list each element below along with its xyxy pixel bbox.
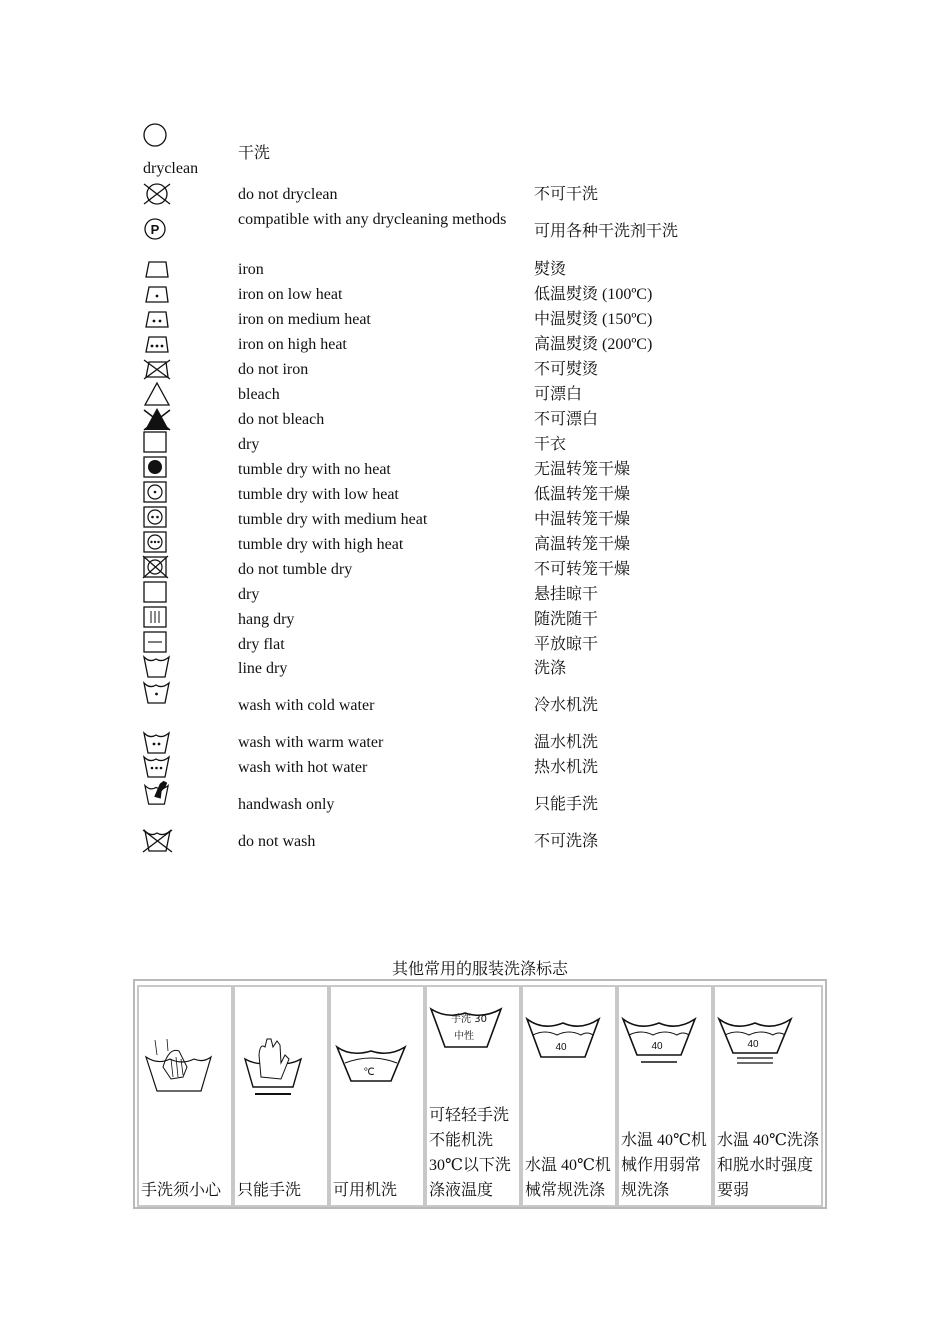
symbol-zh-label: 不可熨烫 xyxy=(534,361,599,378)
symbol-zh-label: 不可洗涤 xyxy=(534,833,599,850)
svg-text:40: 40 xyxy=(651,1041,663,1052)
iron-three-dots-icon xyxy=(142,331,172,357)
symbol-en-label: handwash only xyxy=(238,796,335,813)
table-caption: 只能手洗 xyxy=(237,1182,302,1199)
svg-text:℃: ℃ xyxy=(363,1067,375,1078)
table-cell xyxy=(713,985,823,1207)
symbol-zh-label: 洗涤 xyxy=(534,660,567,677)
symbol-zh-label: 只能手洗 xyxy=(534,796,599,813)
table-caption: 水温 40℃机械作用弱常规洗涤 xyxy=(621,1132,707,1199)
symbol-en-label: do not dryclean xyxy=(238,186,338,203)
symbol-en-label: do not bleach xyxy=(238,411,325,428)
iron-icon xyxy=(142,256,172,282)
symbol-en-label: dry flat xyxy=(238,636,285,653)
symbol-zh-label: 不可漂白 xyxy=(534,411,599,428)
symbol-en-label: iron xyxy=(238,261,264,278)
symbol-zh-label: 热水机洗 xyxy=(534,759,599,776)
svg-text:40: 40 xyxy=(555,1042,567,1053)
symbol-zh-label: 可用各种干洗剂干洗 xyxy=(534,223,679,240)
symbol-zh-label: 随洗随干 xyxy=(534,611,599,628)
table-cell xyxy=(617,985,713,1207)
symbol-zh-label: 低温熨烫 (100ºC) xyxy=(534,286,653,303)
symbol-zh-label: 平放晾干 xyxy=(534,636,599,653)
symbol-en-label: dryclean xyxy=(143,160,199,177)
bleach-triangle-icon xyxy=(142,381,172,407)
symbol-en-label: dry xyxy=(238,436,260,453)
symbol-zh-label: 低温转笼干燥 xyxy=(534,486,631,503)
wash-tub-icon xyxy=(142,654,172,680)
symbol-en-label: dry xyxy=(238,586,260,603)
hang-dry-icon xyxy=(142,605,172,631)
tumble-medium-heat-icon xyxy=(142,505,172,531)
symbol-en-label: compatible with any drycleaning methods xyxy=(238,211,507,228)
symbol-zh-label: 高温转笼干燥 xyxy=(534,536,631,553)
no-bleach-icon xyxy=(142,406,172,432)
careful-handwash-icon xyxy=(143,1037,215,1095)
table-caption: 手洗须小心 xyxy=(141,1182,222,1199)
tumble-low-heat-icon xyxy=(142,480,172,506)
symbol-en-label: tumble dry with medium heat xyxy=(238,511,428,528)
section-title: 其他常用的服装洗涤标志 xyxy=(391,961,568,978)
symbol-zh-label: 中温熨烫 (150ºC) xyxy=(534,311,653,328)
wash-40-gentle-icon xyxy=(621,1017,697,1067)
symbol-zh-label: 中温转笼干燥 xyxy=(534,511,631,528)
wash-40-icon xyxy=(525,1017,601,1061)
symbol-zh-label: 悬挂晾干 xyxy=(534,586,599,603)
dry-square-icon xyxy=(142,430,172,456)
symbol-zh-label: 温水机洗 xyxy=(534,734,599,751)
symbol-en-label: line dry xyxy=(238,660,288,677)
symbol-zh-label: 冷水机洗 xyxy=(534,697,599,714)
wash-hot-icon xyxy=(142,754,172,780)
care-symbol-table xyxy=(133,979,827,1209)
dry-square-icon xyxy=(142,580,172,606)
table-caption: 可轻轻手洗不能机洗30℃以下洗涤液温度 xyxy=(429,1107,511,1199)
symbol-en-label: do not iron xyxy=(238,361,309,378)
dry-flat-icon xyxy=(142,630,172,656)
svg-text:手洗 30: 手洗 30 xyxy=(451,1014,487,1025)
symbol-en-label: tumble dry with no heat xyxy=(238,461,391,478)
svg-text:中性: 中性 xyxy=(454,1031,474,1042)
symbol-zh-label: 不可干洗 xyxy=(534,186,599,203)
machine-wash-icon xyxy=(335,1045,407,1085)
no-wash-icon xyxy=(142,828,172,854)
table-cell xyxy=(521,985,617,1207)
table-caption: 水温 40℃机械常规洗涤 xyxy=(525,1157,611,1199)
tumble-no-heat-icon xyxy=(142,455,172,481)
wash-40-delicate-icon xyxy=(717,1017,793,1067)
table-caption: 水温 40℃洗涤和脱水时强度要弱 xyxy=(717,1132,819,1199)
iron-two-dots-icon xyxy=(142,306,172,332)
symbol-en-label: do not wash xyxy=(238,833,316,850)
no-dryclean-icon xyxy=(142,181,172,207)
symbol-zh-label: 无温转笼干燥 xyxy=(534,461,631,478)
symbol-en-label: tumble dry with high heat xyxy=(238,536,404,553)
symbol-zh-label: 可漂白 xyxy=(534,386,583,403)
symbol-en-label: iron on low heat xyxy=(238,286,343,303)
table-cell xyxy=(329,985,425,1207)
symbol-en-label: wash with warm water xyxy=(238,734,384,751)
symbol-en-label: tumble dry with low heat xyxy=(238,486,399,503)
gentle-handwash-30-icon xyxy=(429,1007,503,1053)
symbol-en-label: do not tumble dry xyxy=(238,561,353,578)
dryclean-p-icon xyxy=(142,216,172,242)
dryclean-circle-icon xyxy=(142,122,172,148)
symbol-zh-label: 高温熨烫 (200ºC) xyxy=(534,336,653,353)
no-iron-icon xyxy=(142,356,172,382)
wash-cold-icon xyxy=(142,680,172,706)
symbol-en-label: hang dry xyxy=(238,611,295,628)
svg-text:40: 40 xyxy=(747,1039,759,1050)
symbol-zh-label: 干衣 xyxy=(534,436,567,453)
symbol-en-label: wash with cold water xyxy=(238,697,375,714)
tumble-high-heat-icon xyxy=(142,530,172,556)
symbol-zh-label: 熨烫 xyxy=(534,261,567,278)
iron-one-dot-icon xyxy=(142,281,172,307)
table-cell xyxy=(137,985,233,1207)
symbol-en-label: bleach xyxy=(238,386,280,403)
symbol-en-label: iron on medium heat xyxy=(238,311,371,328)
symbol-zh-label: 不可转笼干燥 xyxy=(534,561,631,578)
table-cell xyxy=(233,985,329,1207)
handwash-only-icon xyxy=(243,1037,307,1099)
table-caption: 可用机洗 xyxy=(333,1182,398,1199)
svg-text:P: P xyxy=(150,222,160,237)
symbol-en-label: iron on high heat xyxy=(238,336,347,353)
table-cell xyxy=(425,985,521,1207)
no-tumble-dry-icon xyxy=(142,555,172,581)
wash-warm-icon xyxy=(142,730,172,756)
symbol-zh-label: 干洗 xyxy=(238,145,271,162)
handwash-icon xyxy=(142,780,172,806)
symbol-en-label: wash with hot water xyxy=(238,759,368,776)
